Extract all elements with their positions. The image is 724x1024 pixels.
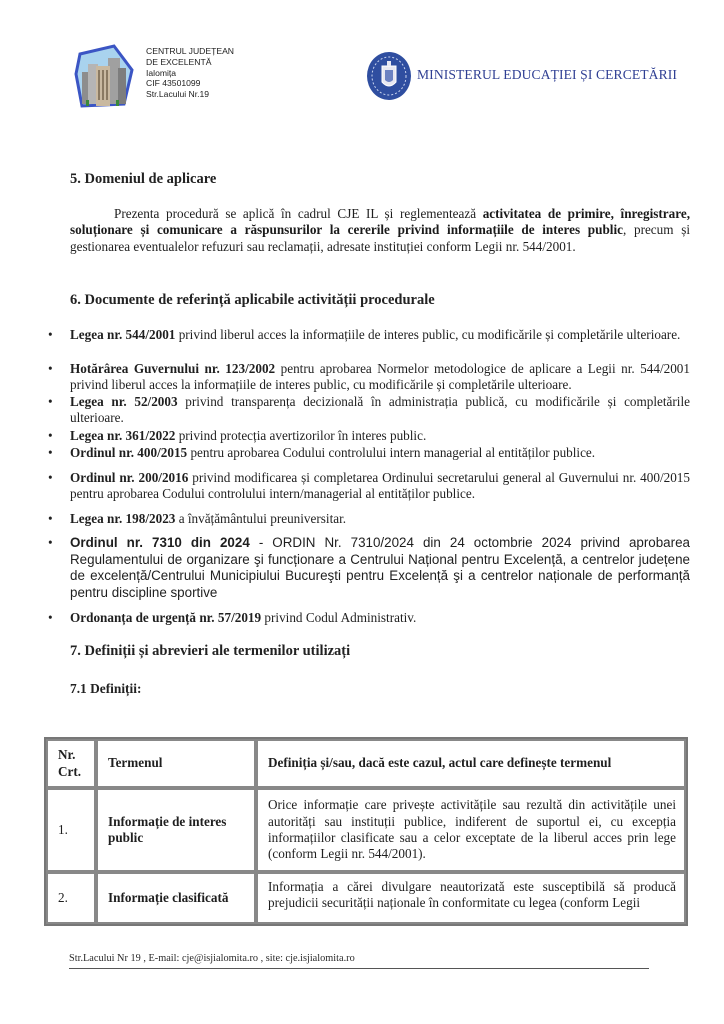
table-header-row: [46, 739, 686, 788]
footer-divider: [69, 968, 649, 969]
header-term: Termenul: [96, 739, 256, 788]
row-number: 1.: [46, 788, 96, 872]
reference-desc: privind modificarea și completarea Ordinului secretarului general al Guvernului nr. 400/2015 pentru aprobarea Codului controlului intern/managerial al entităților publice.: [70, 470, 690, 502]
section5-paragraph: [70, 206, 690, 255]
institution-info: [146, 46, 234, 100]
header-nr-crt: Nr. Crt.: [46, 739, 96, 788]
bullet: •: [48, 361, 53, 376]
institution-name-line1: CENTRUL JUDEȚEAN: [146, 46, 235, 56]
section5-intro: Prezenta procedură se aplică în cadrul CJE IL și reglementează: [114, 206, 483, 221]
ministry-title: MINISTERUL EDUCAȚIEI ȘI CERCETĂRII: [417, 67, 678, 82]
reference-title: Legea nr. 361/2022: [70, 428, 176, 443]
reference-title: Ordinul nr. 200/2016: [70, 470, 189, 485]
row-definition: Orice informație care privește activitățile sau rezultă din activitățile unei autorități sau instituții publice, indiferent de suportul ei, cu excepția informațiilor clasificate sau a celor exceptate de la liberul acces prin lege (conform Legii nr. 544/2001).: [256, 788, 686, 872]
table-row: [46, 872, 686, 924]
row-number: 2.: [46, 872, 96, 924]
bullet: •: [48, 394, 53, 409]
bullet: •: [48, 445, 53, 460]
row-term: Informație clasificată: [96, 872, 256, 924]
row-term: Informație de interes public: [96, 788, 256, 872]
reference-desc: pentru aprobarea Normelor metodologice de aplicare a Legii nr. 544/2001 privind liberul acces la informațiile de interes public, cu modificările și completările ulterioare.: [70, 361, 690, 393]
reference-title: Ordinul nr. 400/2015: [70, 445, 188, 460]
reference-desc: privind liberul acces la informațiile de interes public, cu modificările și completările ulterioare.: [175, 327, 681, 342]
table-row: [46, 788, 686, 872]
institution-county: Ialomița: [146, 67, 177, 78]
bullet: •: [48, 470, 53, 485]
reference-title: Legea nr. 544/2001: [70, 327, 176, 342]
institution-cif: CIF 43501099: [146, 78, 201, 89]
reference-desc: privind transparența decizională în administrația publică, cu modificările și completările ulterioare.: [70, 394, 690, 426]
reference-title: Hotărârea Guvernului nr. 123/2002: [70, 361, 276, 376]
reference-desc: pentru aprobarea Codului controlului intern managerial al entităților publice.: [187, 445, 596, 460]
cje-buildings-logo-icon: [74, 44, 136, 110]
bullet: •: [48, 428, 53, 443]
reference-desc: privind Codul Administrativ.: [261, 610, 417, 625]
section7-subheading: 7.1 Definiții:: [70, 681, 142, 696]
footer-contact: Str.Lacului Nr 19 , E-mail: cje@isjialomita.ro , site: cje.isjialomita.ro: [69, 953, 355, 964]
section5-bold: activitatea de primire, înregistrare, soluționare și comunicare a răspunsurilor la cererile privind informațiile de interes public: [70, 206, 690, 238]
bullet: •: [48, 535, 53, 550]
header-definition: Definiția și/sau, dacă este cazul, actul care definește termenul: [256, 739, 686, 788]
row-definition: Informația a cărei divulgare neautorizată este susceptibilă să producă prejudicii securității naționale în conformitate cu legea (conform Legii: [256, 872, 686, 924]
section6-heading: 6. Documente de referință aplicabile activității procedurale: [70, 292, 435, 308]
reference-desc: - ORDIN Nr. 7310/2024 din 24 octombrie 2024 privind aprobarea Regulamentului de organizare şi funcționare a Centrului Național pentru Excelență, a centrelor județene de excelență/Centrului Municipiului Bucureşti pentru Excelență şi a centrelor naționale de performanță pentru discipline sportive: [70, 535, 690, 600]
reference-title: Legea nr. 198/2023: [70, 511, 176, 526]
reference-title: Ordonanța de urgență nr. 57/2019: [70, 610, 262, 625]
reference-desc: privind protecția avertizorilor în interes public.: [175, 428, 427, 443]
definitions-table: [44, 737, 688, 926]
header-right-block: [365, 50, 685, 106]
section5-rest: , precum și gestionarea eventualelor refuzuri sau reclamații, adresate instituției conform Legii nr. 544/2001.: [70, 222, 691, 254]
bullet: •: [48, 327, 53, 342]
reference-title: Ordinul nr. 7310 din 2024: [70, 535, 250, 550]
romania-coat-of-arms-icon: [365, 50, 413, 102]
header-left-block: [74, 42, 294, 112]
section5-heading: 5. Domeniul de aplicare: [70, 171, 217, 187]
bullet: •: [48, 610, 53, 625]
reference-title: Legea nr. 52/2003: [70, 394, 178, 409]
reference-desc: a învățământului preuniversitar.: [175, 511, 347, 526]
section7-heading: 7. Definiții și abrevieri ale termenilor utilizați: [70, 643, 351, 659]
institution-name-line2: DE EXCELENTĂ: [146, 56, 212, 67]
bullet: •: [48, 511, 53, 526]
institution-address: Str.Lacului Nr.19: [146, 89, 210, 100]
